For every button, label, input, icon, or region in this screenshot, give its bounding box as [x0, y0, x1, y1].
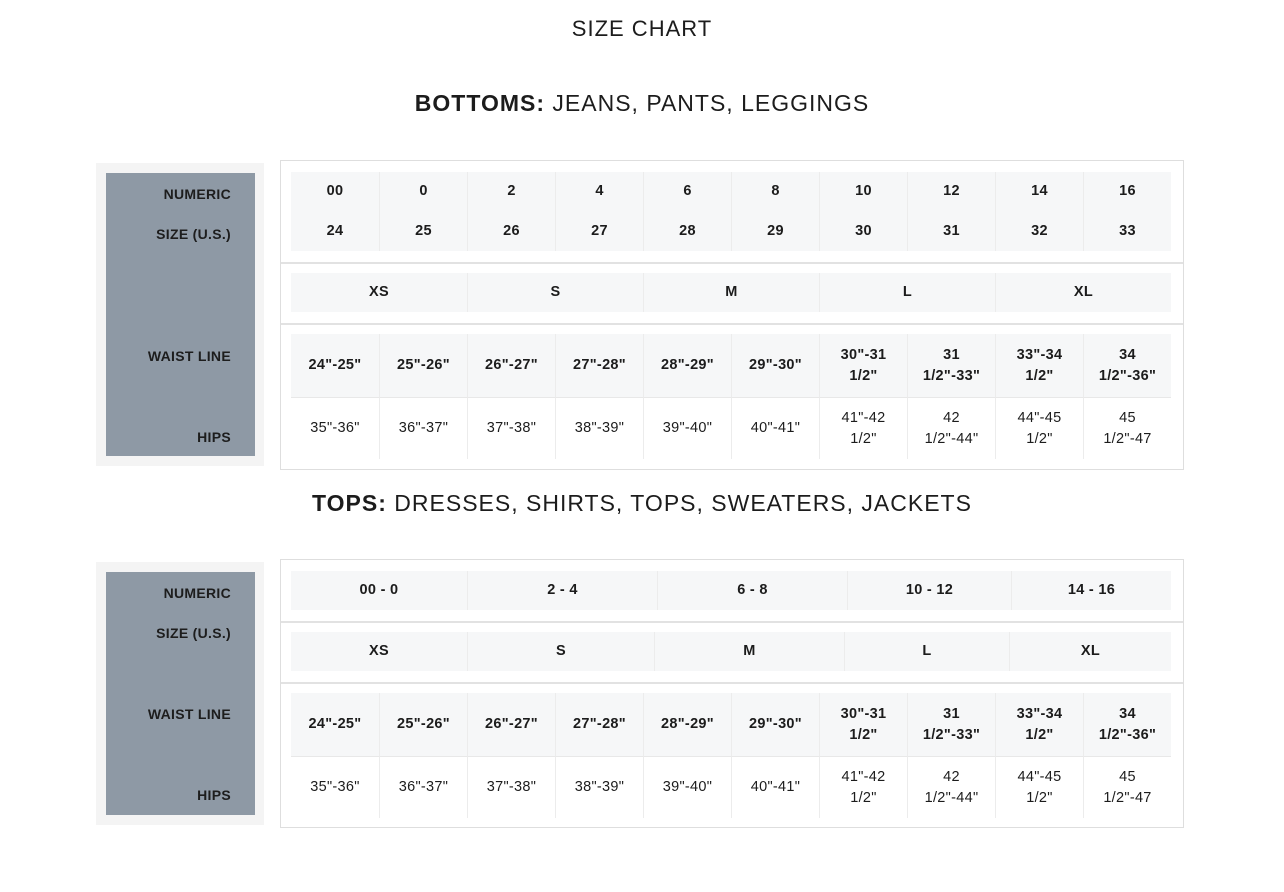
bottoms-size-cell: XL: [995, 273, 1171, 312]
bottoms-size-row: [291, 273, 1171, 312]
tops-waist-cell: 24"-25": [291, 693, 379, 756]
bottoms-waist-cell: 24"-25": [291, 334, 379, 397]
bottoms-numeric-alt-cell: 28: [643, 211, 731, 251]
tops-waist-cell: 26"-27": [467, 693, 555, 756]
bottoms-label-numeric: NUMERIC: [163, 186, 231, 202]
tops-hips-cell: 36"-37": [379, 756, 467, 818]
tops-numeric-cell: 00 - 0: [291, 571, 467, 610]
tops-waist-cell: 33"-34 1/2": [995, 693, 1083, 756]
tops-numeric-cell: 2 - 4: [467, 571, 657, 610]
bottoms-hips-cell: 37"-38": [467, 397, 555, 459]
bottoms-numeric-cell: 2: [467, 172, 555, 211]
bottoms-hips-row: [291, 397, 1171, 459]
bottoms-label-hips: HIPS: [197, 429, 231, 445]
bottoms-separator-1: [281, 262, 1183, 264]
bottoms-separator-2: [281, 323, 1183, 325]
tops-separator-1: [281, 621, 1183, 623]
bottoms-size-cell: L: [819, 273, 995, 312]
tops-size-row: [291, 632, 1171, 671]
tops-size-cell: S: [467, 632, 654, 671]
tops-hips-cell: 38"-39": [555, 756, 643, 818]
bottoms-numeric-alt-cell: 25: [379, 211, 467, 251]
tops-label-size-us: SIZE (U.S.): [156, 625, 231, 641]
bottoms-waist-cell: 33"-34 1/2": [995, 334, 1083, 397]
bottoms-heading-bold: BOTTOMS:: [414, 90, 546, 116]
tops-numeric-cell: 10 - 12: [847, 571, 1011, 610]
bottoms-numeric-alt-row: [291, 211, 1171, 251]
bottoms-numeric-cell: 4: [555, 172, 643, 211]
tops-numeric-cell: 14 - 16: [1011, 571, 1171, 610]
tops-heading-rest: DRESSES, SHIRTS, TOPS, SWEATERS, JACKETS: [386, 490, 972, 516]
bottoms-size-cell: S: [467, 273, 643, 312]
bottoms-hips-cell: 40"-41": [731, 397, 819, 459]
tops-waist-cell: 30"-31 1/2": [819, 693, 907, 756]
tops-size-cell: XS: [291, 632, 467, 671]
bottoms-heading: [0, 90, 1284, 117]
bottoms-numeric-alt-cell: 32: [995, 211, 1083, 251]
bottoms-numeric-row: [291, 172, 1171, 211]
bottoms-waist-cell: 26"-27": [467, 334, 555, 397]
bottoms-numeric-cell: 6: [643, 172, 731, 211]
bottoms-waist-cell: 28"-29": [643, 334, 731, 397]
bottoms-waist-cell: 30"-31 1/2": [819, 334, 907, 397]
tops-label-panel: [96, 562, 264, 825]
tops-hips-row: [291, 756, 1171, 818]
tops-label-hips: HIPS: [197, 787, 231, 803]
bottoms-waist-cell: 31 1/2"-33": [907, 334, 995, 397]
tops-label-column: [106, 572, 255, 815]
tops-waist-cell: 34 1/2"-36": [1083, 693, 1171, 756]
bottoms-label-waist: WAIST LINE: [147, 348, 231, 364]
bottoms-hips-cell: 45 1/2"-47: [1083, 397, 1171, 459]
tops-heading-bold: TOPS:: [312, 490, 387, 516]
tops-waist-cell: 25"-26": [379, 693, 467, 756]
bottoms-numeric-alt-cell: 29: [731, 211, 819, 251]
bottoms-numeric-alt-cell: 26: [467, 211, 555, 251]
bottoms-waist-row: [291, 334, 1171, 397]
bottoms-numeric-cell: 8: [731, 172, 819, 211]
bottoms-waist-cell: 34 1/2"-36": [1083, 334, 1171, 397]
tops-waist-cell: 29"-30": [731, 693, 819, 756]
tops-hips-cell: 37"-38": [467, 756, 555, 818]
bottoms-numeric-alt-cell: 27: [555, 211, 643, 251]
bottoms-numeric-alt-cell: 31: [907, 211, 995, 251]
tops-heading: [0, 490, 1284, 517]
tops-hips-cell: 35"-36": [291, 756, 379, 818]
bottoms-hips-cell: 39"-40": [643, 397, 731, 459]
bottoms-size-cell: XS: [291, 273, 467, 312]
bottoms-numeric-alt-cell: 30: [819, 211, 907, 251]
bottoms-hips-cell: 36"-37": [379, 397, 467, 459]
tops-waist-row: [291, 693, 1171, 756]
page-title: SIZE CHART: [571, 16, 713, 41]
bottoms-numeric-cell: 00: [291, 172, 379, 211]
bottoms-numeric-cell: 16: [1083, 172, 1171, 211]
tops-label-numeric: NUMERIC: [163, 585, 231, 601]
bottoms-numeric-cell: 10: [819, 172, 907, 211]
bottoms-heading-rest: JEANS, PANTS, LEGGINGS: [545, 90, 870, 116]
tops-hips-cell: 44"-45 1/2": [995, 756, 1083, 818]
bottoms-size-cell: M: [643, 273, 819, 312]
bottoms-waist-cell: 29"-30": [731, 334, 819, 397]
tops-hips-cell: 40"-41": [731, 756, 819, 818]
tops-label-waist: WAIST LINE: [147, 706, 231, 722]
bottoms-numeric-alt-cell: 33: [1083, 211, 1171, 251]
tops-hips-cell: 41"-42 1/2": [819, 756, 907, 818]
tops-numeric-row: [291, 571, 1171, 610]
bottoms-hips-cell: 44"-45 1/2": [995, 397, 1083, 459]
tops-hips-cell: 39"-40": [643, 756, 731, 818]
bottoms-hips-cell: 35"-36": [291, 397, 379, 459]
bottoms-numeric-alt-cell: 24: [291, 211, 379, 251]
tops-hips-cell: 42 1/2"-44": [907, 756, 995, 818]
tops-table: [280, 559, 1184, 828]
tops-waist-cell: 31 1/2"-33": [907, 693, 995, 756]
bottoms-label-size-us: SIZE (U.S.): [156, 226, 231, 242]
bottoms-numeric-cell: 0: [379, 172, 467, 211]
bottoms-hips-cell: 38"-39": [555, 397, 643, 459]
bottoms-numeric-cell: 14: [995, 172, 1083, 211]
bottoms-waist-cell: 25"-26": [379, 334, 467, 397]
bottoms-table: [280, 160, 1184, 470]
bottoms-hips-cell: 41"-42 1/2": [819, 397, 907, 459]
tops-numeric-cell: 6 - 8: [657, 571, 847, 610]
bottoms-label-panel: [96, 163, 264, 466]
bottoms-hips-cell: 42 1/2"-44": [907, 397, 995, 459]
tops-hips-cell: 45 1/2"-47: [1083, 756, 1171, 818]
tops-size-cell: XL: [1009, 632, 1171, 671]
bottoms-label-column: [106, 173, 255, 456]
bottoms-numeric-cell: 12: [907, 172, 995, 211]
bottoms-waist-cell: 27"-28": [555, 334, 643, 397]
tops-separator-2: [281, 682, 1183, 684]
tops-waist-cell: 28"-29": [643, 693, 731, 756]
tops-size-cell: L: [844, 632, 1009, 671]
tops-waist-cell: 27"-28": [555, 693, 643, 756]
tops-size-cell: M: [654, 632, 844, 671]
